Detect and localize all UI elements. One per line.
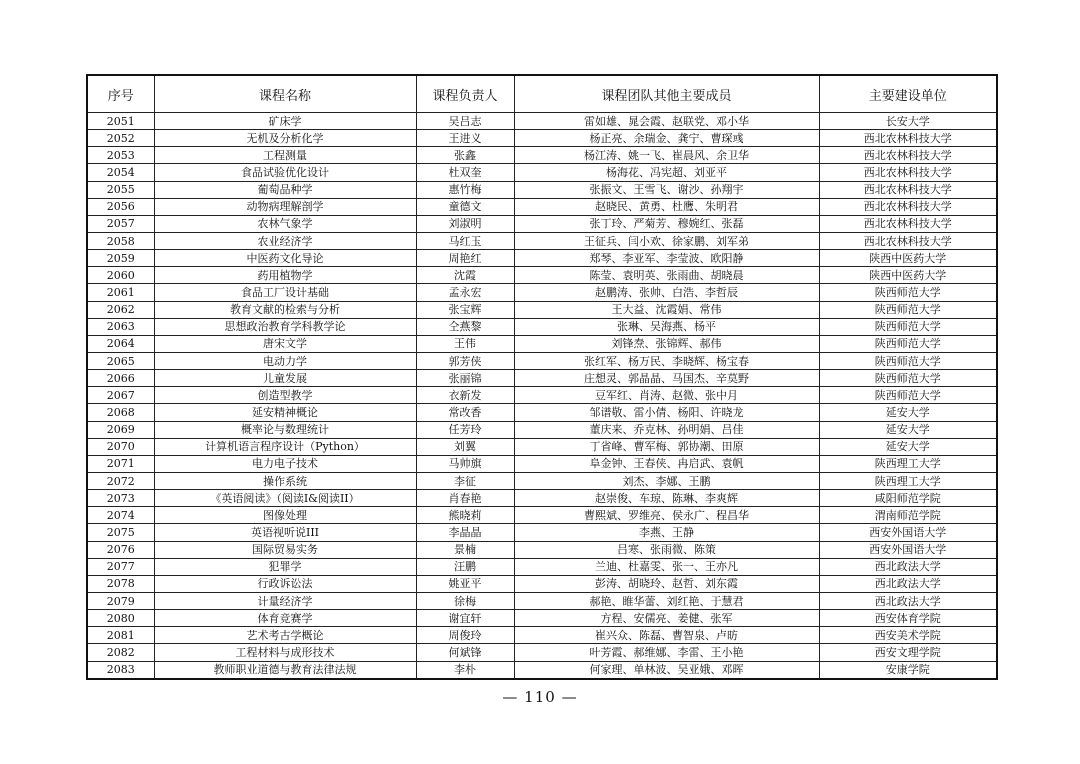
team-members: 邹谱敬、雷小倩、杨阳、许晓龙	[514, 404, 819, 421]
course-lead: 周艳红	[416, 250, 514, 267]
row-index: 2063	[87, 318, 154, 335]
row-index: 2079	[87, 592, 154, 609]
team-members: 杨海花、冯宪超、刘亚平	[514, 164, 819, 181]
header-course-lead: 课程负责人	[416, 75, 514, 113]
row-index: 2068	[87, 404, 154, 421]
course-lead: 张宝辉	[416, 301, 514, 318]
table-row	[87, 644, 997, 661]
header-index: 序号	[87, 75, 154, 113]
course-name: 行政诉讼法	[154, 575, 416, 592]
team-members: 李燕、王静	[514, 524, 819, 541]
row-index: 2060	[87, 267, 154, 284]
table-row	[87, 250, 997, 267]
row-index: 2080	[87, 610, 154, 627]
course-lead: 何斌锋	[416, 644, 514, 661]
course-lead: 王进义	[416, 130, 514, 147]
row-index: 2075	[87, 524, 154, 541]
table-row	[87, 318, 997, 335]
course-name: 计量经济学	[154, 592, 416, 609]
row-index: 2070	[87, 438, 154, 455]
team-members: 王大益、沈霞娟、常伟	[514, 301, 819, 318]
course-name: 艺术考古学概论	[154, 627, 416, 644]
course-name: 葡萄品种学	[154, 181, 416, 198]
row-index: 2064	[87, 335, 154, 352]
course-lead: 景楠	[416, 541, 514, 558]
row-index: 2069	[87, 421, 154, 438]
row-index: 2082	[87, 644, 154, 661]
institution: 西安外国语大学	[819, 524, 997, 541]
row-index: 2078	[87, 575, 154, 592]
institution: 陕西理工大学	[819, 455, 997, 472]
course-lead: 张丽锦	[416, 370, 514, 387]
course-table	[86, 74, 998, 680]
team-members: 方程、安儒亮、姜健、张军	[514, 610, 819, 627]
course-name: 犯罪学	[154, 558, 416, 575]
institution: 安康学院	[819, 661, 997, 679]
course-lead: 惠竹梅	[416, 181, 514, 198]
institution: 西安美术学院	[819, 627, 997, 644]
page-number: — 110 —	[502, 688, 578, 706]
institution: 陕西师范大学	[819, 301, 997, 318]
institution: 西北农林科技大学	[819, 181, 997, 198]
course-name: 工程测量	[154, 147, 416, 164]
course-name: 电力电子技术	[154, 455, 416, 472]
course-lead: 常改香	[416, 404, 514, 421]
institution: 长安大学	[819, 113, 997, 130]
course-name: 食品工厂设计基础	[154, 284, 416, 301]
table-row	[87, 472, 997, 489]
row-index: 2066	[87, 370, 154, 387]
course-name: 电动力学	[154, 352, 416, 369]
table-row	[87, 147, 997, 164]
row-index: 2077	[87, 558, 154, 575]
row-index: 2051	[87, 113, 154, 130]
team-members: 郑琴、李亚军、李莹波、欧阳静	[514, 250, 819, 267]
course-lead: 孟永宏	[416, 284, 514, 301]
course-name: 动物病理解剖学	[154, 198, 416, 215]
course-lead: 王伟	[416, 335, 514, 352]
table-row	[87, 215, 997, 232]
table-row	[87, 575, 997, 592]
table-row	[87, 610, 997, 627]
table-row	[87, 592, 997, 609]
institution: 陕西师范大学	[819, 284, 997, 301]
institution: 西北农林科技大学	[819, 130, 997, 147]
table-row	[87, 387, 997, 404]
row-index: 2065	[87, 352, 154, 369]
course-name: 无机及分析化学	[154, 130, 416, 147]
table-row	[87, 524, 997, 541]
table-row	[87, 455, 997, 472]
institution: 渭南师范学院	[819, 507, 997, 524]
course-name: 图像处理	[154, 507, 416, 524]
row-index: 2062	[87, 301, 154, 318]
team-members: 彭涛、胡晓玲、赵哲、刘东霞	[514, 575, 819, 592]
course-lead: 姚亚平	[416, 575, 514, 592]
institution: 陕西师范大学	[819, 352, 997, 369]
institution: 咸阳师范学院	[819, 490, 997, 507]
course-name: 创造型教学	[154, 387, 416, 404]
course-name: 儿童发展	[154, 370, 416, 387]
row-index: 2058	[87, 232, 154, 249]
course-lead: 任芳玲	[416, 421, 514, 438]
team-members: 丁省峰、曹军梅、郭协潮、田原	[514, 438, 819, 455]
row-index: 2083	[87, 661, 154, 679]
institution: 西安体育学院	[819, 610, 997, 627]
course-lead: 熊晓莉	[416, 507, 514, 524]
table-row	[87, 113, 997, 130]
course-lead: 谢宜轩	[416, 610, 514, 627]
table-row	[87, 130, 997, 147]
row-index: 2057	[87, 215, 154, 232]
course-name: 概率论与数理统计	[154, 421, 416, 438]
course-lead: 周俊玲	[416, 627, 514, 644]
table-row	[87, 404, 997, 421]
institution: 西安文理学院	[819, 644, 997, 661]
team-members: 叶芳霞、郝维娜、李雷、王小艳	[514, 644, 819, 661]
table-row	[87, 421, 997, 438]
course-lead: 沈霞	[416, 267, 514, 284]
course-name: 延安精神概论	[154, 404, 416, 421]
team-members: 张振文、王雪飞、谢沙、孙翔宇	[514, 181, 819, 198]
course-lead: 吴吕志	[416, 113, 514, 130]
institution: 陕西理工大学	[819, 472, 997, 489]
course-lead: 李晶晶	[416, 524, 514, 541]
row-index: 2054	[87, 164, 154, 181]
table-row	[87, 301, 997, 318]
institution: 延安大学	[819, 438, 997, 455]
team-members: 曹熙斌、罗维亮、侯永广、程昌华	[514, 507, 819, 524]
course-name: 教育文献的检索与分析	[154, 301, 416, 318]
institution: 延安大学	[819, 404, 997, 421]
team-members: 张琳、吴海燕、杨平	[514, 318, 819, 335]
institution: 陕西师范大学	[819, 318, 997, 335]
table-row	[87, 370, 997, 387]
table-body	[87, 113, 997, 679]
course-name: 中医药文化导论	[154, 250, 416, 267]
course-lead: 张鑫	[416, 147, 514, 164]
team-members: 庄想灵、郭晶晶、马国杰、辛莫野	[514, 370, 819, 387]
course-lead: 刘翼	[416, 438, 514, 455]
course-lead: 肖春艳	[416, 490, 514, 507]
institution: 西北农林科技大学	[819, 232, 997, 249]
institution: 西北农林科技大学	[819, 147, 997, 164]
course-name: 国际贸易实务	[154, 541, 416, 558]
table-header-row	[87, 75, 997, 113]
table-row	[87, 198, 997, 215]
row-index: 2073	[87, 490, 154, 507]
table-row	[87, 164, 997, 181]
table-row	[87, 490, 997, 507]
table-row	[87, 284, 997, 301]
row-index: 2072	[87, 472, 154, 489]
team-members: 何家理、单林波、吴亚娥、邓晖	[514, 661, 819, 679]
team-members: 赵晓民、黄勇、杜鹰、朱明君	[514, 198, 819, 215]
institution: 陕西中医药大学	[819, 267, 997, 284]
course-name: 工程材料与成形技术	[154, 644, 416, 661]
institution: 延安大学	[819, 421, 997, 438]
course-lead: 郭芳侠	[416, 352, 514, 369]
team-members: 郝艳、睢华蕾、刘红艳、于慧君	[514, 592, 819, 609]
table-row	[87, 352, 997, 369]
row-index: 2081	[87, 627, 154, 644]
header-course-name: 课程名称	[154, 75, 416, 113]
row-index: 2076	[87, 541, 154, 558]
course-lead: 汪鹏	[416, 558, 514, 575]
table-row	[87, 661, 997, 679]
team-members: 王征兵、闫小欢、徐家鹏、刘军弟	[514, 232, 819, 249]
team-members: 刘杰、李娜、王鹏	[514, 472, 819, 489]
institution: 西北政法大学	[819, 558, 997, 575]
row-index: 2056	[87, 198, 154, 215]
table-row	[87, 267, 997, 284]
team-members: 吕寒、张雨微、陈策	[514, 541, 819, 558]
course-name: 英语视听说III	[154, 524, 416, 541]
course-name: 矿床学	[154, 113, 416, 130]
team-members: 崔兴众、陈磊、曹智泉、卢昉	[514, 627, 819, 644]
team-members: 杨江涛、姚一飞、崔晨风、余卫华	[514, 147, 819, 164]
team-members: 陈莹、袁明英、张雨曲、胡晓晨	[514, 267, 819, 284]
institution: 西北政法大学	[819, 575, 997, 592]
team-members: 张丁玲、严菊芳、穆婉红、张磊	[514, 215, 819, 232]
team-members: 赵崇俊、车琼、陈琳、李爽辉	[514, 490, 819, 507]
team-members: 赵鹏涛、张帅、白浩、李哲辰	[514, 284, 819, 301]
team-members: 刘锋焘、张锦辉、郝伟	[514, 335, 819, 352]
team-members: 豆军红、肖涛、赵微、张中月	[514, 387, 819, 404]
course-lead: 徐梅	[416, 592, 514, 609]
header-institution: 主要建设单位	[819, 75, 997, 113]
table-row	[87, 335, 997, 352]
course-lead: 杜双奎	[416, 164, 514, 181]
course-name: 食品试验优化设计	[154, 164, 416, 181]
table-row	[87, 438, 997, 455]
team-members: 董庆来、乔克林、孙明娟、吕佳	[514, 421, 819, 438]
team-members: 兰迪、杜嘉雯、张一、王亦凡	[514, 558, 819, 575]
course-name: 体育竞赛学	[154, 610, 416, 627]
team-members: 阜金钟、王春侠、冉启武、袁帆	[514, 455, 819, 472]
table-row	[87, 507, 997, 524]
table-row	[87, 181, 997, 198]
course-lead: 马帅旗	[416, 455, 514, 472]
table-row	[87, 627, 997, 644]
table-row	[87, 541, 997, 558]
row-index: 2074	[87, 507, 154, 524]
course-name: 唐宋文学	[154, 335, 416, 352]
institution: 陕西师范大学	[819, 335, 997, 352]
institution: 西安外国语大学	[819, 541, 997, 558]
row-index: 2052	[87, 130, 154, 147]
course-lead: 李朴	[416, 661, 514, 679]
table-row	[87, 558, 997, 575]
institution: 西北农林科技大学	[819, 164, 997, 181]
row-index: 2071	[87, 455, 154, 472]
course-name: 《英语阅读》（阅读I&阅读II）	[154, 490, 416, 507]
row-index: 2061	[87, 284, 154, 301]
course-lead: 马红玉	[416, 232, 514, 249]
course-name: 思想政治教育学科教学论	[154, 318, 416, 335]
course-name: 操作系统	[154, 472, 416, 489]
institution: 西北农林科技大学	[819, 215, 997, 232]
institution: 陕西师范大学	[819, 370, 997, 387]
course-name: 药用植物学	[154, 267, 416, 284]
course-name: 计算机语言程序设计（Python）	[154, 438, 416, 455]
row-index: 2067	[87, 387, 154, 404]
row-index: 2055	[87, 181, 154, 198]
course-lead: 刘淑明	[416, 215, 514, 232]
team-members: 雷如雄、晁会霞、赵联党、邓小华	[514, 113, 819, 130]
header-team-members: 课程团队其他主要成员	[514, 75, 819, 113]
team-members: 张红军、杨万民、李晓辉、杨宝春	[514, 352, 819, 369]
row-index: 2053	[87, 147, 154, 164]
institution: 陕西中医药大学	[819, 250, 997, 267]
course-lead: 李征	[416, 472, 514, 489]
institution: 西北政法大学	[819, 592, 997, 609]
institution: 西北农林科技大学	[819, 198, 997, 215]
course-lead: 仝燕黎	[416, 318, 514, 335]
course-lead: 衣新发	[416, 387, 514, 404]
course-lead: 童德文	[416, 198, 514, 215]
course-name: 教师职业道德与教育法律法规	[154, 661, 416, 679]
course-name: 农业经济学	[154, 232, 416, 249]
institution: 陕西师范大学	[819, 387, 997, 404]
course-name: 农林气象学	[154, 215, 416, 232]
team-members: 杨正亮、余瑞金、龚宁、曹琛彧	[514, 130, 819, 147]
row-index: 2059	[87, 250, 154, 267]
table-row	[87, 232, 997, 249]
